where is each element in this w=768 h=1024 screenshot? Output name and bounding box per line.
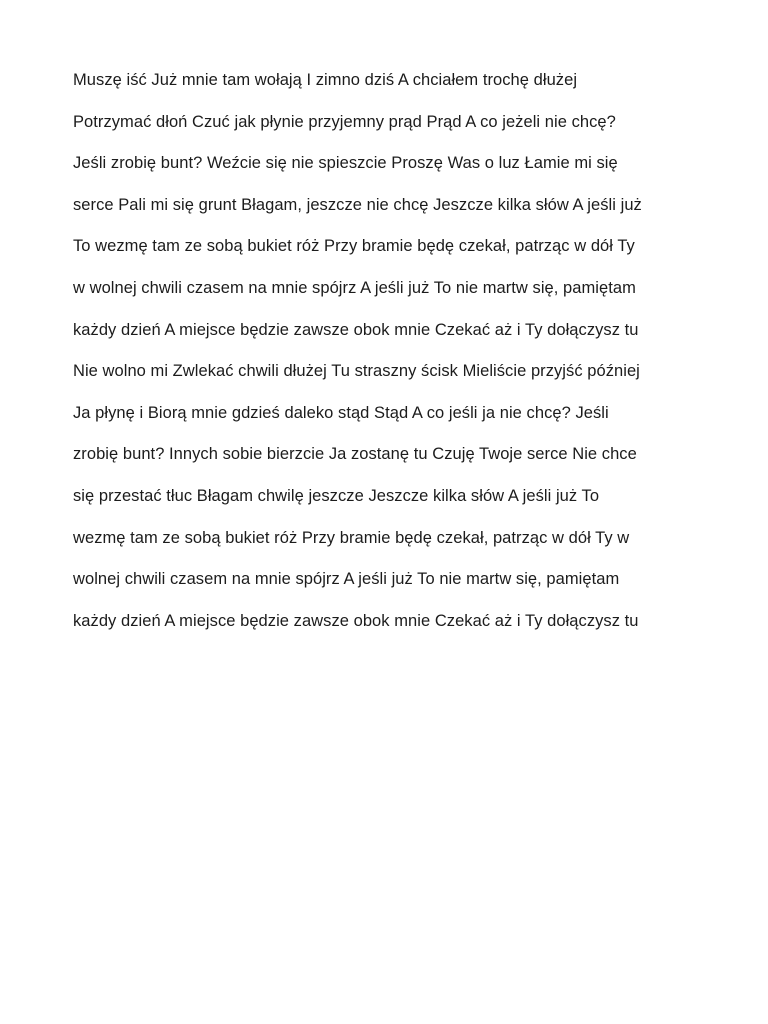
text-line-9: Ja płynę i Biorą mnie gdzieś daleko stąd Stąd A co jeśli ja nie chcę? Jeśli — [73, 403, 609, 422]
text-line-12: wezmę tam ze sobą bukiet róż Przy bramie będę czekał, patrząc w dół Ty w — [73, 528, 630, 547]
text-line-8: Nie wolno mi Zwlekać chwili dłużej Tu straszny ścisk Mieliście przyjść później — [73, 362, 640, 381]
text-line-6: w wolnej chwili czasem na mnie spójrz A jeśli już To nie martw się, pamiętam — [73, 278, 636, 297]
text-line-10: zrobię bunt? Innych sobie bierzcie Ja zostanę tu Czuję Twoje serce Nie chce — [73, 445, 637, 464]
text-line-3: Jeśli zrobię bunt? Weźcie się nie spieszcie Proszę Was o luz Łamie mi się — [73, 154, 618, 173]
text-line-5: To wezmę tam ze sobą bukiet róż Przy bramie będę czekał, patrząc w dół Ty — [73, 237, 635, 256]
text-line-7: każdy dzień A miejsce będzie zawsze obok mnie Czekać aż i Ty dołączysz tu — [73, 320, 639, 339]
text-line-2: Potrzymać dłoń Czuć jak płynie przyjemny prąd Prąd A co jeżeli nie chcę? — [73, 112, 616, 131]
text-line-11: się przestać tłuc Błagam chwilę jeszcze Jeszcze kilka słów A jeśli już To — [73, 486, 600, 505]
text-line-1: Muszę iść Już mnie tam wołają I zimno dziś A chciałem trochę dłużej — [73, 71, 578, 89]
lyrics-text-block — [73, 66, 713, 648]
text-line-13: wolnej chwili czasem na mnie spójrz A jeśli już To nie martw się, pamiętam — [73, 570, 620, 589]
text-line-4: serce Pali mi się grunt Błagam, jeszcze nie chcę Jeszcze kilka słów A jeśli już — [73, 195, 642, 214]
text-line-14: każdy dzień A miejsce będzie zawsze obok mnie Czekać aż i Ty dołączysz tu — [73, 611, 639, 630]
